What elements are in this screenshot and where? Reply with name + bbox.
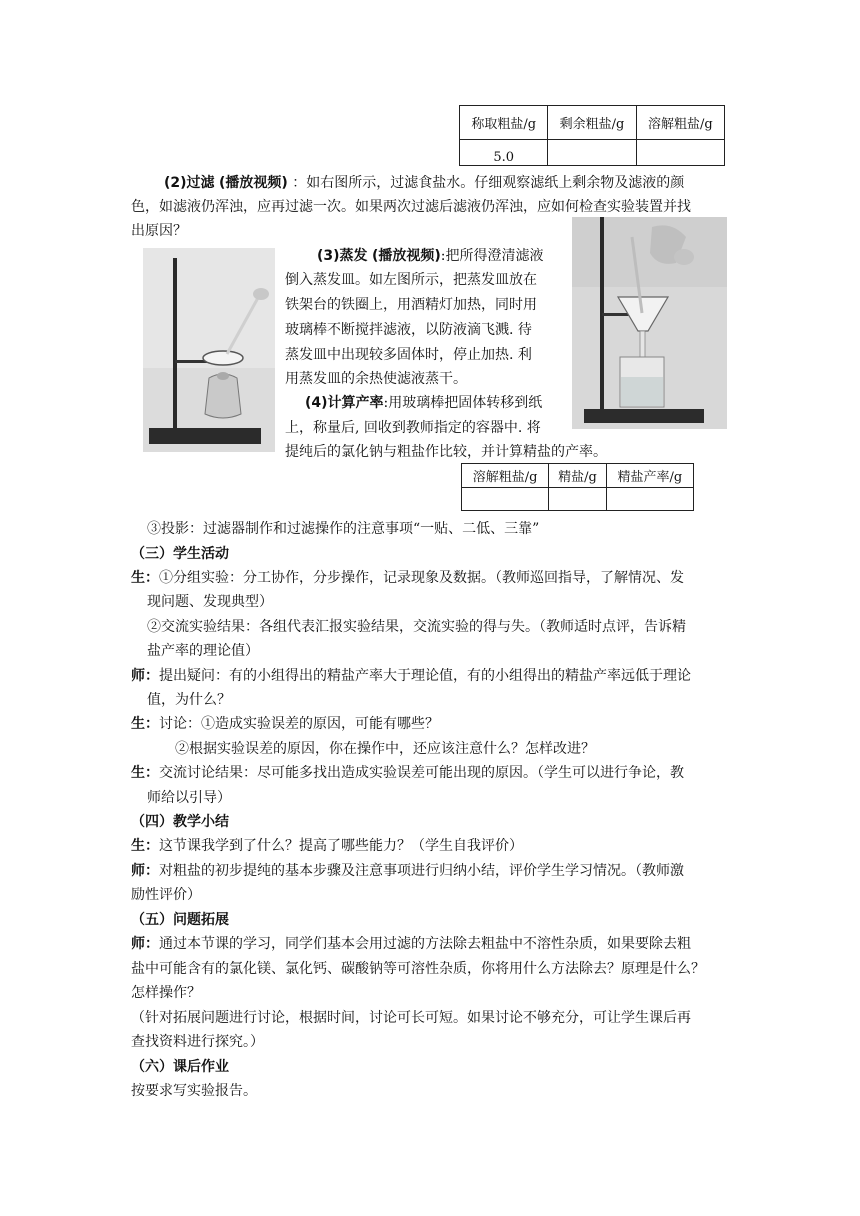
evaporation-apparatus-photo: [143, 248, 275, 452]
filtration-apparatus-illustration: [572, 217, 727, 429]
extension-note-line-2: 查找资料进行探究。）: [131, 1034, 264, 1050]
section-5-heading: （五）问题拓展: [131, 912, 229, 928]
filter-text: ：如右图所示，过滤食盐水。仔细观察滤纸上剩余物及滤液的颜: [292, 175, 685, 191]
table-cell: [606, 488, 693, 511]
calc-paragraph-line-1: [305, 391, 542, 415]
calc-paragraph-line-2: 上，称量后, 回收到教师指定的容器中. 将: [285, 420, 541, 436]
filter-paragraph-line-3: 出原因？: [131, 223, 187, 239]
student-activity-line-1: [131, 566, 684, 590]
student-discussion-line-2: ②根据实验误差的原因，你在操作中，还应该注意什么？怎样改进？: [175, 741, 595, 757]
table-cell: 5.0: [460, 140, 548, 166]
evaporate-paragraph-line-2: 倒入蒸发皿。如左图所示，把蒸发皿放在: [285, 272, 537, 288]
calc-paragraph-line-3: 提纯后的氯化钠与粗盐作比较，并计算精盐的产率。: [285, 444, 607, 460]
table-cell: [462, 488, 549, 511]
student-result-line-2: 盐产率的理论值）: [147, 643, 259, 659]
evaporate-step-label: (3)蒸发: [317, 248, 368, 264]
table-cell: [548, 140, 636, 166]
evaporate-video-label: (播放视频): [372, 248, 441, 264]
table-header-cell: 溶解粗盐/g: [462, 464, 549, 488]
section-3-heading: （三）学生活动: [131, 546, 229, 562]
summary-student-text: 这节课我学到了什么？提高了哪些能力？（学生自我评价）: [159, 838, 523, 854]
summary-teacher-line-2: 励性评价）: [131, 887, 201, 903]
extension-teacher-line-2: 盐中可能含有的氯化镁、氯化钙、碳酸钠等可溶性杂质，你将用什么方法除去？原理是什么？: [131, 961, 705, 977]
summary-teacher-text: 对粗盐的初步提纯的基本步骤及注意事项进行归纳小结，评价学生学习情况。（教师激: [159, 863, 684, 879]
table-cell: [549, 488, 607, 511]
student-activity-text: ①分组实验：分工协作，分步操作，记录现象及数据。（教师巡回指导，了解情况、发: [159, 570, 684, 586]
table-header-cell: 精盐/g: [549, 464, 607, 488]
table-header-cell: 精盐产率/g: [606, 464, 693, 488]
student-activity-line-2: 现问题、发现典型）: [147, 594, 273, 610]
evaporation-apparatus-illustration: [143, 248, 275, 452]
summary-student-line: [131, 834, 523, 858]
filter-paragraph-line-2: 色，如滤液仍浑浊，应再过滤一次。如果两次过滤后滤液仍浑浊，应如何检查实验装置并找: [131, 199, 691, 215]
teacher-question-line-2: 值，为什么？: [147, 692, 231, 708]
evaporate-paragraph-line-5: 蒸发皿中出现较多固体时，停止加热. 利: [285, 347, 532, 363]
extension-teacher-text: 通过本节课的学习，同学们基本会用过滤的方法除去粗盐中不溶性杂质，如果要除去粗: [159, 936, 691, 952]
table-yield-calculation: [461, 463, 694, 511]
extension-teacher-line-3: 怎样操作？: [131, 985, 201, 1001]
filtration-apparatus-photo: [572, 217, 727, 429]
table-header-cell: 溶解粗盐/g: [636, 106, 724, 140]
speaker-label-student: 生：: [131, 716, 159, 732]
evaporate-paragraph-line-3: 铁架台的铁圈上，用酒精灯加热，同时用: [285, 297, 537, 313]
student-exchange-line-1: [131, 761, 684, 785]
calc-step-label: (4)计算产率: [305, 395, 384, 411]
teacher-question-line-1: [131, 664, 691, 688]
extension-teacher-line-1: [131, 932, 691, 956]
table-header-cell: 剩余粗盐/g: [548, 106, 636, 140]
projection-note: ③投影：过滤器制作和过滤操作的注意事项“一贴、二低、三靠”: [147, 521, 540, 537]
evaporate-paragraph-line-1: [317, 244, 544, 268]
calc-text: :用玻璃棒把固体转移到纸: [383, 395, 543, 411]
speaker-label-teacher: 师：: [131, 936, 159, 952]
evaporate-paragraph-line-4: 玻璃棒不断搅拌滤液，以防液滴飞溅. 待: [285, 322, 532, 338]
speaker-label-student: 生：: [131, 838, 159, 854]
student-exchange-line-2: 师给以引导）: [147, 790, 231, 806]
student-discussion-line-1: [131, 712, 439, 736]
teacher-question-text: 提出疑问：有的小组得出的精盐产率大于理论值，有的小组得出的精盐产率远低于理论: [159, 668, 691, 684]
speaker-label-teacher: 师：: [131, 668, 159, 684]
speaker-label-student: 生：: [131, 765, 159, 781]
student-discussion-text: 讨论：①造成实验误差的原因，可能有哪些？: [159, 716, 439, 732]
filter-paragraph-line-1: [164, 171, 684, 195]
table-crude-salt-weighing: [459, 105, 725, 166]
filter-video-label: (播放视频): [219, 175, 288, 191]
summary-teacher-line-1: [131, 859, 684, 883]
speaker-label-teacher: 师：: [131, 863, 159, 879]
filter-step-label: (2)过滤: [164, 175, 215, 191]
homework-line: 按要求写实验报告。: [131, 1083, 257, 1099]
extension-note-line-1: （针对拓展问题进行讨论，根据时间，讨论可长可短。如果讨论不够充分，可让学生课后再: [131, 1010, 691, 1026]
table-cell: [636, 140, 724, 166]
student-exchange-text: 交流讨论结果：尽可能多找出造成实验误差可能出现的原因。（学生可以进行争论，教: [159, 765, 684, 781]
student-result-line-1: ②交流实验结果：各组代表汇报实验结果，交流实验的得与失。（教师适时点评，告诉精: [147, 619, 686, 635]
section-4-heading: （四）教学小结: [131, 814, 229, 830]
table-header-cell: 称取粗盐/g: [460, 106, 548, 140]
speaker-label-student: 生：: [131, 570, 159, 586]
section-6-heading: （六）课后作业: [131, 1059, 229, 1075]
evaporate-paragraph-line-6: 用蒸发皿的余热使滤液蒸干。: [285, 371, 467, 387]
evaporate-text: :把所得澄清滤液: [440, 248, 544, 264]
